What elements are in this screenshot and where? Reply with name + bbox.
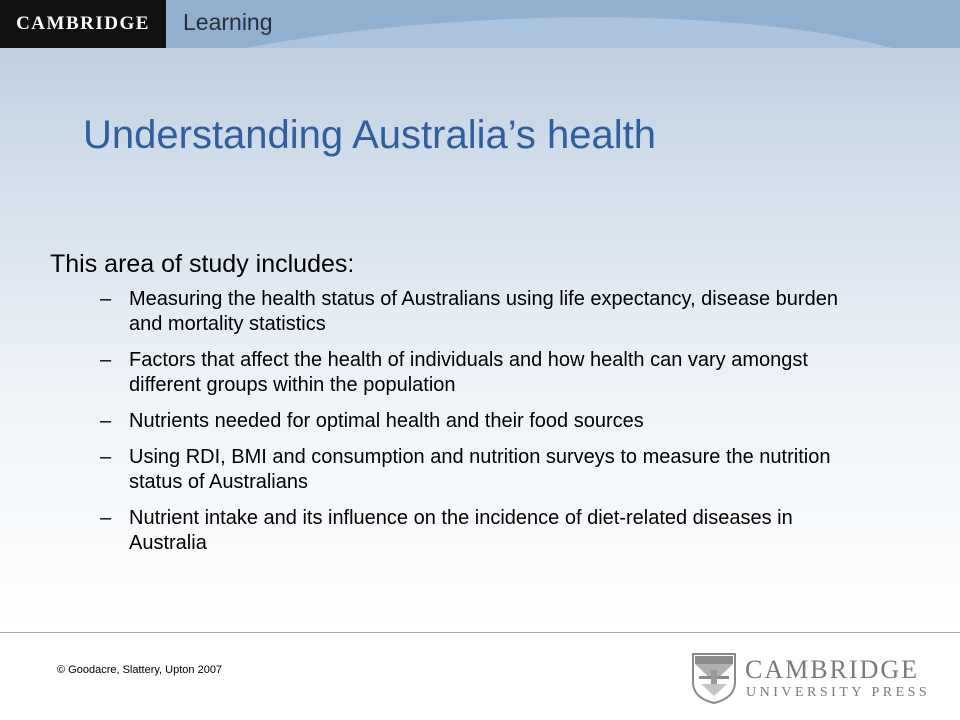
slide-title: Understanding Australia’s health [83,113,656,157]
dash-marker: – [100,507,112,529]
dash-marker: – [100,446,112,468]
dash-marker: – [100,349,112,371]
cambridge-university-press-logo [691,652,947,706]
bullet-item [100,445,840,495]
bullet-list [100,287,840,567]
bullet-text: Nutrient intake and its influence on the incidence of diet-related diseases in Australia [129,507,793,554]
learning-brand-label: Learning [183,9,273,35]
footer-divider [0,632,960,633]
publisher-name: CAMBRIDGE [745,655,920,684]
bullet-text: Factors that affect the health of individuals and how health can vary amongst different groups within the population [129,349,808,396]
bullet-item [100,287,840,337]
bullet-text: Measuring the health status of Australians using life expectancy, disease burden and mortality statistics [129,288,838,335]
crest-icon [691,652,737,704]
copyright-text: © Goodacre, Slattery, Upton 2007 [57,664,223,676]
cambridge-brand-logo: CAMBRIDGE [0,0,166,48]
bullet-item [100,506,840,556]
publisher-subtitle: UNIVERSITY PRESS [746,685,931,700]
dash-marker: – [100,410,112,432]
bullet-text: Nutrients needed for optimal health and their food sources [129,410,644,432]
intro-text: This area of study includes: [50,250,355,278]
bullet-item [100,348,840,398]
bullet-text: Using RDI, BMI and consumption and nutrition surveys to measure the nutrition status of Australians [129,446,831,493]
bullet-item [100,409,840,434]
dash-marker: – [100,288,112,310]
